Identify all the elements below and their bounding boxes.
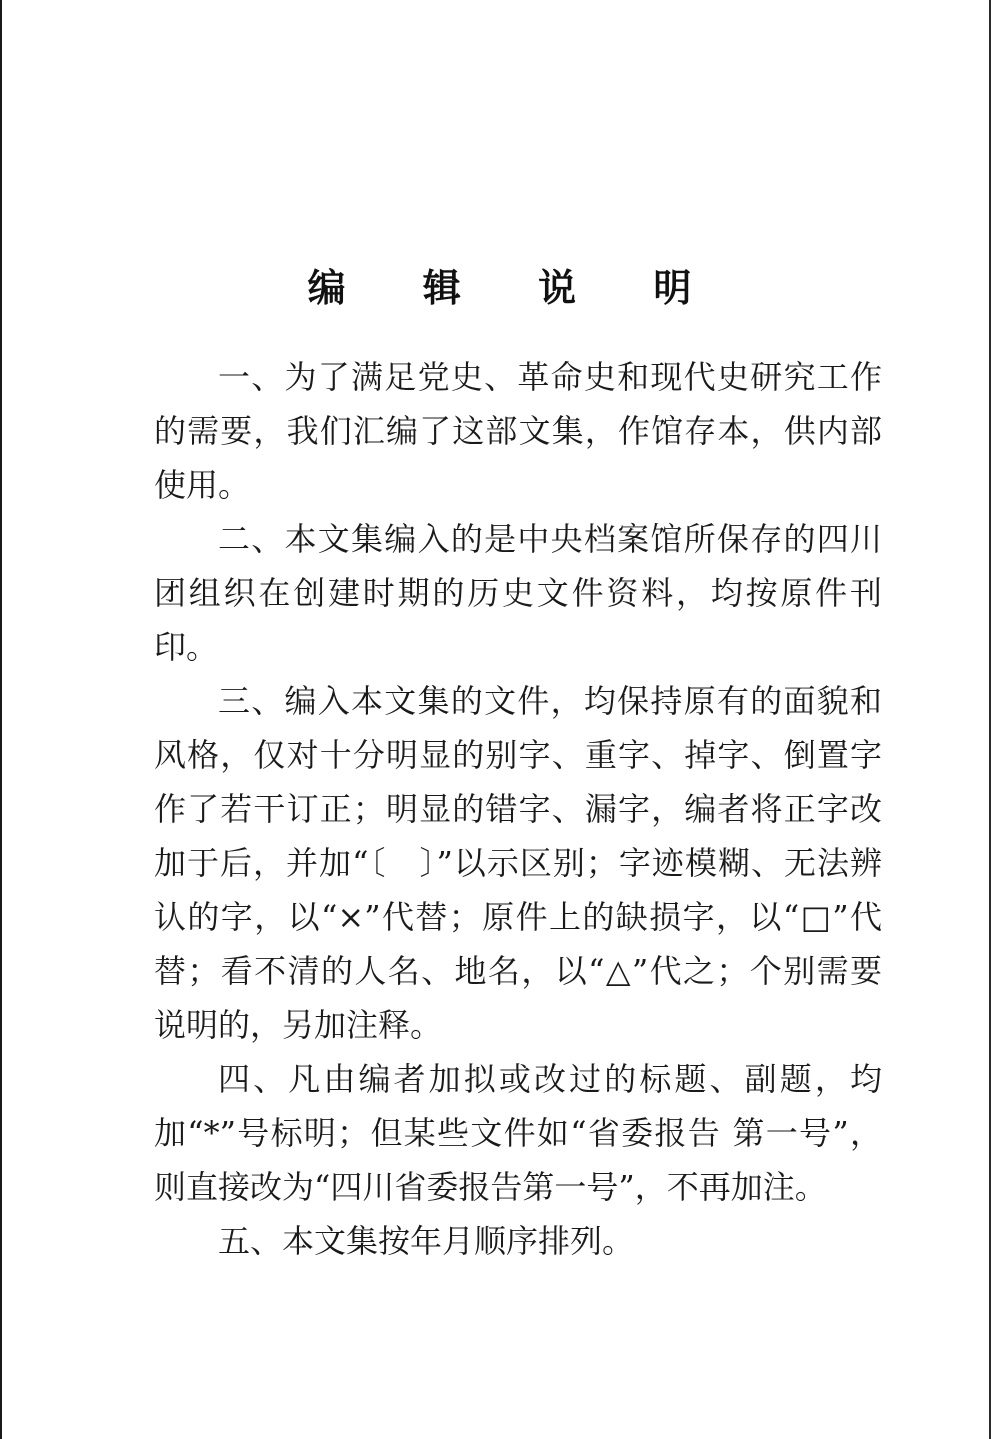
paragraph-1: 一、为了满足党史、革命史和现代史研究工作的需要，我们汇编了这部文集，作馆存本，供内部使用。: [154, 358, 882, 504]
page-edge-right: [989, 0, 991, 1439]
paragraph-3: 三、编入本文集的文件，均保持原有的面貌和风格，仅对十分明显的别字、重字、掉字、倒置字作了若干订正；明显的错字、漏字，编者将正字改加于后，并加“〔 〕”以示区别；字迹模糊、无法辨认的字，以“×”代替；原件上的缺损字，以“□”代替；看不清的人名、地名，以“△”代之；个别需要说明的，另加注释。: [154, 682, 882, 1044]
paragraph-4: 四、凡由编者加拟或改过的标题、副题，均加“*”号标明；但某些文件如“省委报告 第一号”，则直接改为“四川省委报告第一号”，不再加注。: [154, 1060, 882, 1206]
paragraph-2: 二、本文集编入的是中央档案馆所保存的四川团组织在创建时期的历史文件资料，均按原件刊印。: [154, 520, 882, 666]
paragraph-5: 五、本文集按年月顺序排列。: [218, 1222, 635, 1260]
page-title: 编 辑 说 明: [307, 266, 724, 310]
document-body: [154, 350, 882, 1268]
page-edge-left: [0, 0, 2, 1439]
